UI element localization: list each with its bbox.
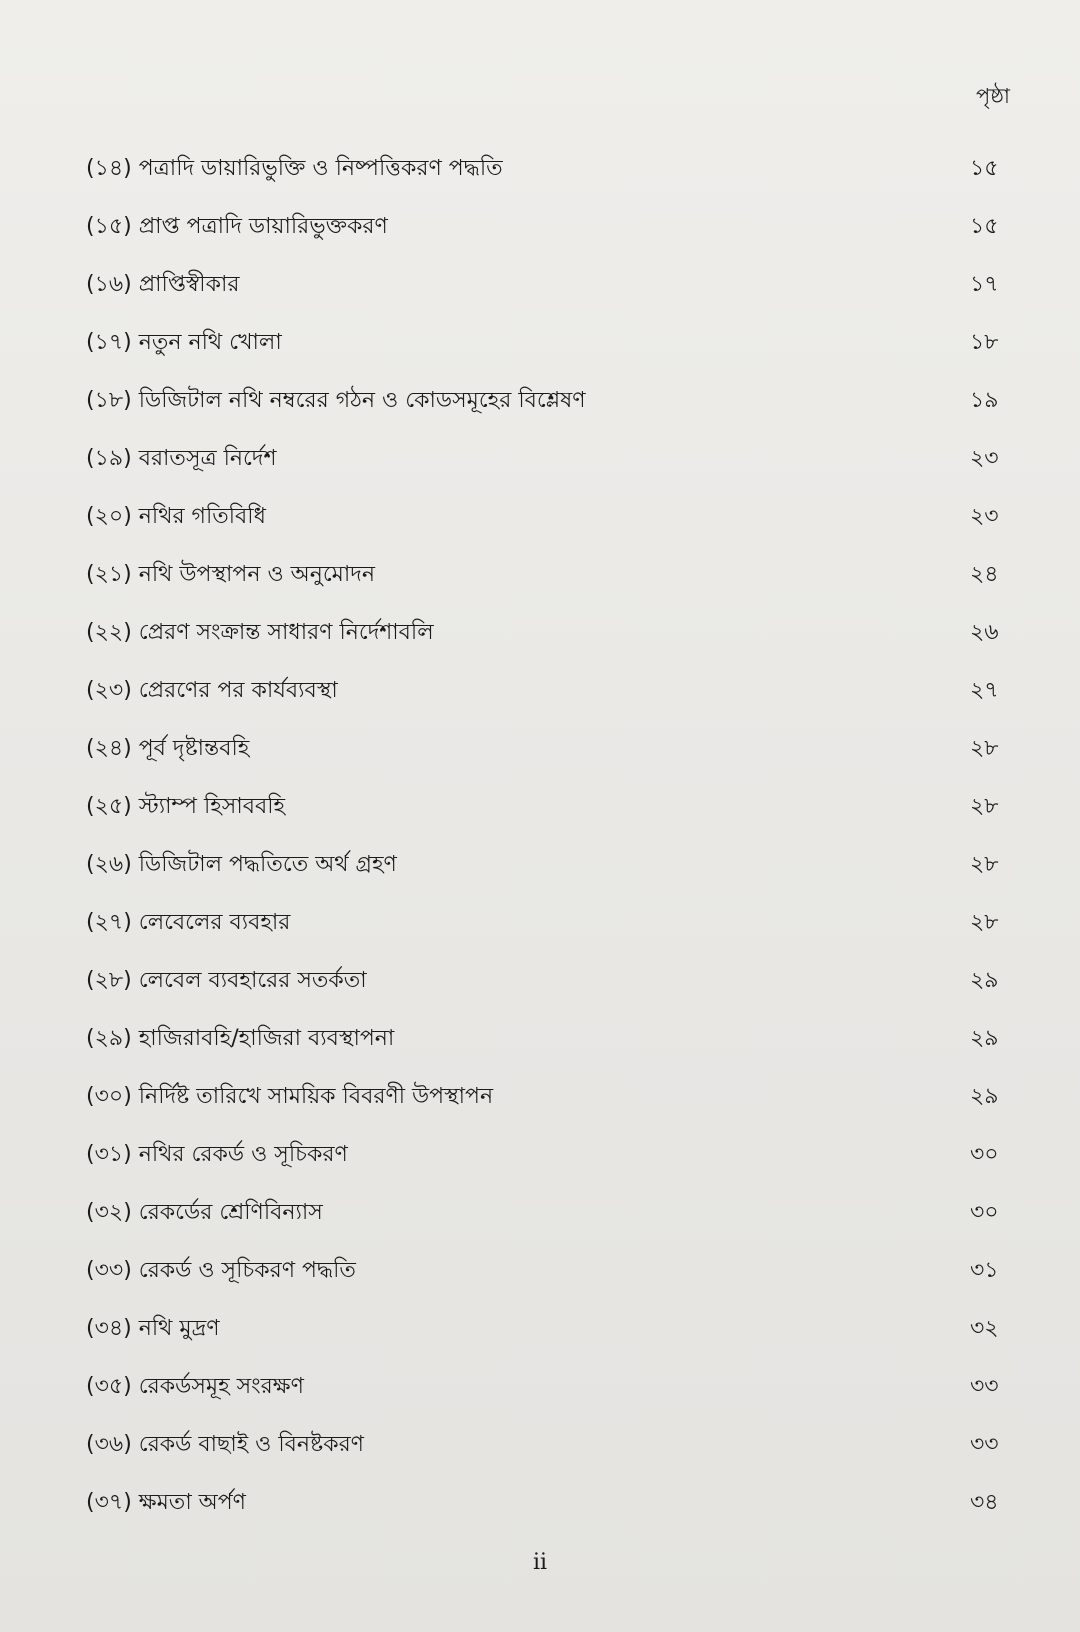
toc-entry-title: (৩৩) রেকর্ড ও সূচিকরণ পদ্ধতি [86,1257,356,1283]
toc-entry [86,952,1010,1010]
toc-entry-title: (১৪) পত্রাদি ডায়ারিভুক্তি ও নিষ্পত্তিকরণ পদ্ধতি [86,155,503,181]
table-of-contents [86,140,1010,1532]
toc-entry-title: (২১) নথি উপস্থাপন ও অনুমোদন [86,561,375,587]
toc-entry-page: ২৯ [970,1083,999,1109]
toc-entry [86,546,1010,604]
toc-entry-page: ২৮ [970,909,999,935]
toc-entry [86,1416,1010,1474]
toc-entry-page: ১৫ [970,213,999,239]
toc-entry [86,140,1010,198]
toc-entry-title: (২৩) প্রেরণের পর কার্যব্যবস্থা [86,677,338,703]
toc-entry-title: (২২) প্রেরণ সংক্রান্ত সাধারণ নির্দেশাবলি [86,619,434,645]
toc-entry-title: (১৬) প্রাপ্তিস্বীকার [86,271,240,297]
toc-entry-title: (৩১) নথির রেকর্ড ও সূচিকরণ [86,1141,348,1167]
toc-entry-page: ৩০ [970,1199,999,1225]
toc-entry-page: ১৭ [970,271,999,297]
toc-entry-title: (১৫) প্রাপ্ত পত্রাদি ডায়ারিভুক্তকরণ [86,213,388,239]
toc-entry-page: ১৯ [970,387,999,413]
toc-entry-page: ১৫ [970,155,999,181]
toc-entry-page: ৩০ [970,1141,999,1167]
toc-entry-page: ২৪ [970,561,999,587]
toc-entry-page: ২৯ [970,1025,999,1051]
toc-entry [86,662,1010,720]
toc-entry [86,430,1010,488]
toc-entry [86,1010,1010,1068]
toc-entry-title: (৩২) রেকর্ডের শ্রেণিবিন্যাস [86,1199,323,1225]
toc-entry-page: ২৩ [970,503,999,529]
toc-entry [86,778,1010,836]
toc-entry-page: ২৮ [970,851,999,877]
toc-entry [86,836,1010,894]
toc-entry-title: (১৭) নতুন নথি খোলা [86,329,282,355]
toc-entry [86,314,1010,372]
toc-entry [86,372,1010,430]
toc-entry-title: (২৮) লেবেল ব্যবহারের সতর্কতা [86,967,367,993]
toc-entry [86,1474,1010,1532]
toc-entry [86,1184,1010,1242]
toc-entry-page: ৩১ [970,1257,999,1283]
toc-entry-title: (২৪) পূর্ব দৃষ্টান্তবহি [86,735,250,761]
toc-entry [86,1068,1010,1126]
toc-entry-page: ২৮ [970,735,999,761]
toc-entry-title: (৩৫) রেকর্ডসমূহ সংরক্ষণ [86,1373,304,1399]
toc-entry [86,604,1010,662]
toc-entry-title: (৩৪) নথি মুদ্রণ [86,1315,220,1341]
toc-entry [86,256,1010,314]
toc-entry-title: (২৬) ডিজিটাল পদ্ধতিতে অর্থ গ্রহণ [86,851,397,877]
toc-entry-page: ৩৩ [970,1431,999,1457]
toc-entry-page: ২৬ [970,619,999,645]
toc-entry [86,1242,1010,1300]
toc-entry [86,720,1010,778]
toc-entry-title: (২০) নথির গতিবিধি [86,503,266,529]
toc-entry-page: ৩২ [970,1315,999,1341]
page-folio: ii [532,1550,548,1575]
toc-entry [86,1358,1010,1416]
toc-entry-title: (২৯) হাজিরাবহি/হাজিরা ব্যবস্থাপনা [86,1025,395,1051]
toc-entry [86,198,1010,256]
toc-entry-title: (৩৬) রেকর্ড বাছাই ও বিনষ্টকরণ [86,1431,364,1457]
toc-entry-page: ২৩ [970,445,999,471]
toc-entry-title: (২৫) স্ট্যাম্প হিসাববহি [86,793,286,819]
toc-entry [86,894,1010,952]
toc-entry-page: ৩৪ [970,1489,999,1515]
toc-entry-page: ১৮ [970,329,999,355]
toc-entry [86,488,1010,546]
toc-entry-page: ২৯ [970,967,999,993]
toc-entry-page: ২৮ [970,793,999,819]
toc-entry-title: (৩৭) ক্ষমতা অর্পণ [86,1489,246,1515]
toc-entry-page: ৩৩ [970,1373,999,1399]
toc-entry-title: (২৭) লেবেলের ব্যবহার [86,909,291,935]
toc-entry [86,1300,1010,1358]
toc-entry-page: ২৭ [970,677,999,703]
toc-entry [86,1126,1010,1184]
toc-entry-title: (১৯) বরাতসূত্র নির্দেশ [86,445,277,471]
toc-entry-title: (১৮) ডিজিটাল নথি নম্বরের গঠন ও কোডসমূহের বিশ্লেষণ [86,387,586,413]
page-column-header: পৃষ্ঠা [975,84,1010,108]
toc-entry-title: (৩০) নির্দিষ্ট তারিখে সাময়িক বিবরণী উপস্থাপন [86,1083,494,1109]
